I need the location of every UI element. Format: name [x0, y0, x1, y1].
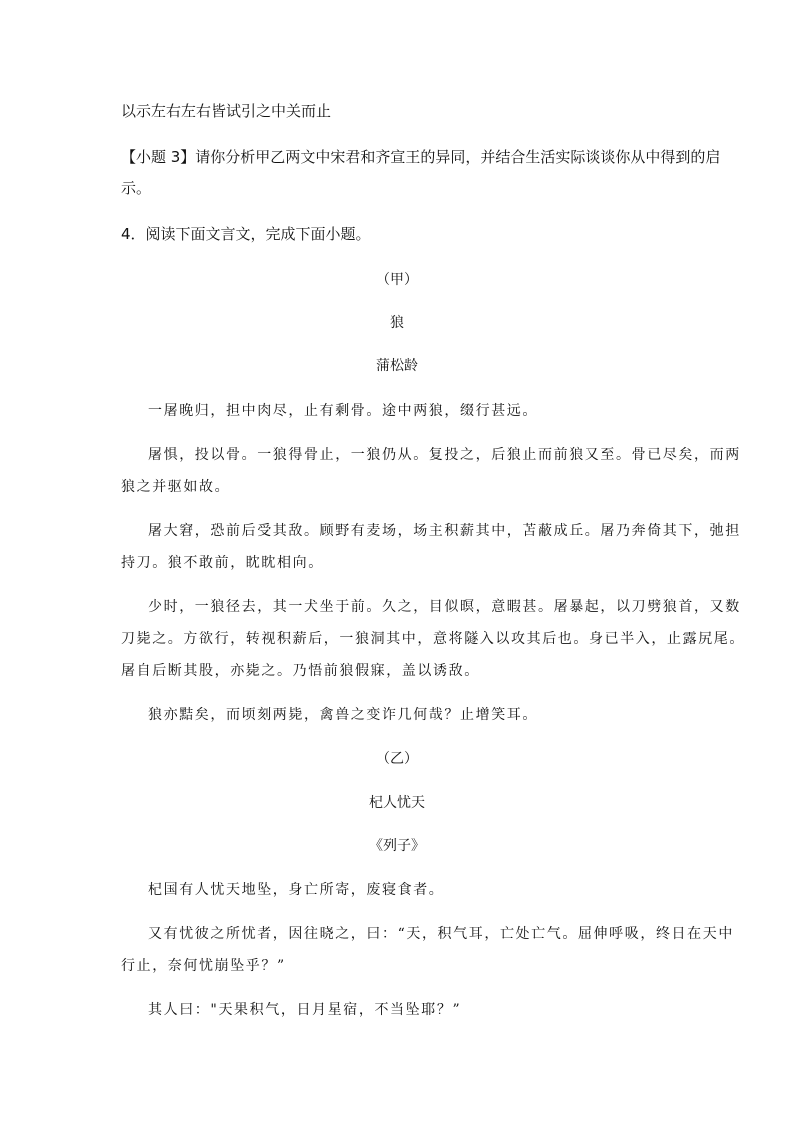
jia-paragraph-2-line-2: 狼之并驱如故。	[121, 479, 231, 495]
garbled-answer-line: 以示左右左右皆试引之中关而止	[121, 102, 332, 120]
jia-paragraph-4-line-2: 刀毙之。方欲行，转视积薪后，一狼洞其中，意将隧入以攻其后也。身已半入，止露尻尾。	[121, 631, 745, 647]
passage-yi-marker: （乙）	[376, 751, 418, 767]
jia-paragraph-1: 一屠晚归，担中肉尽，止有剩骨。途中两狼，缀行甚远。	[148, 403, 538, 419]
yi-paragraph-2-line-1: 又有忧彼之所忧者，因往晓之，曰：“天，积气耳，亡处亡气。屈伸呼吸，终日在天中	[148, 926, 734, 942]
jia-paragraph-4-line-1: 少时，一狼径去，其一犬坐于前。久之，目似暝，意暇甚。屠暴起，以刀劈狼首，又数	[148, 599, 741, 615]
passage-yi-title: 杞人忧天	[369, 795, 425, 811]
question-4-intro: 4．阅读下面文言文，完成下面小题。	[121, 225, 371, 243]
question-3-line-1: 【小题 3】请你分析甲乙两文中宋君和齐宣王的异同，并结合生活实际谈谈你从中得到的启	[121, 148, 721, 166]
yi-paragraph-2-line-2: 行止，奈何忧崩坠乎？”	[121, 958, 286, 974]
jia-paragraph-3-line-2: 持刀。狼不敢前，眈眈相向。	[121, 555, 324, 571]
passage-jia-marker: （甲）	[376, 272, 418, 288]
yi-paragraph-3: 其人曰："天果积气，日月星宿，不当坠耶？”	[148, 1002, 462, 1018]
jia-paragraph-2-line-1: 屠惧，投以骨。一狼得骨止，一狼仍从。复投之，后狼止而前狼又至。骨已尽矣，而两	[148, 447, 741, 463]
jia-paragraph-3-line-1: 屠大窘，恐前后受其敌。顾野有麦场，场主积薪其中，苫蔽成丘。屠乃奔倚其下，弛担	[148, 523, 741, 539]
jia-paragraph-5: 狼亦黠矣，而顷刻两毙，禽兽之变诈几何哉？止增笑耳。	[148, 707, 538, 723]
question-3-line-2: 示。	[121, 179, 152, 197]
yi-paragraph-1: 杞国有人忧天地坠，身亡所寄，废寝食者。	[148, 882, 445, 898]
passage-yi-source: 《列子》	[369, 838, 425, 854]
passage-jia-title: 狼	[390, 315, 404, 331]
passage-jia-author: 蒲松龄	[376, 358, 418, 374]
jia-paragraph-4-line-3: 屠自后断其股，亦毙之。乃悟前狼假寐，盖以诱敌。	[121, 663, 480, 679]
